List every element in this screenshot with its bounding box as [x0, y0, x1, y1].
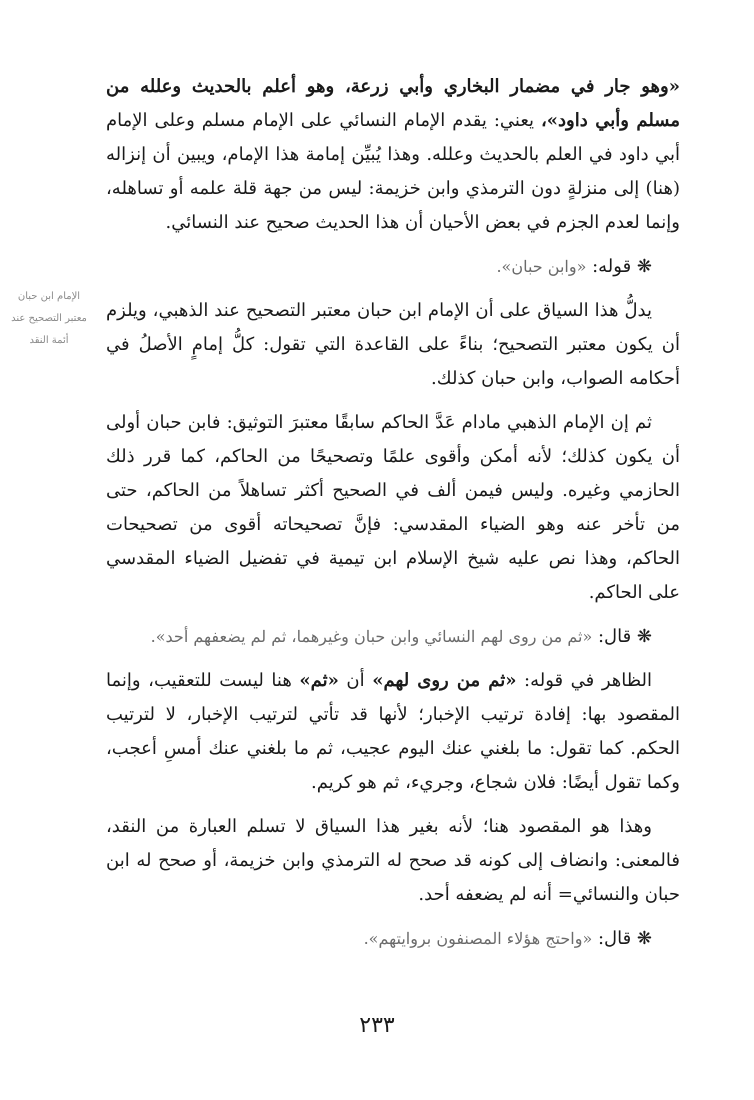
page-body	[106, 70, 680, 966]
paragraph-1	[106, 70, 680, 240]
paragraph-text: يدلُّ هذا السياق على أن الإمام ابن حبان معتبر التصحيح عند الذهبي، ويلزم أن يكون معتبر التصحيح؛ بناءً على القاعدة التي تقول: كلُّ إمامٍ الأصلُ في أحكامه الصواب، وابن حبان كذلك.	[106, 300, 680, 389]
quote-label: ❋ قوله:	[586, 256, 652, 277]
paragraph-6	[106, 664, 680, 800]
quoted-text-bold: «وهو جار في مضمار البخاري وأبي زرعة، وهو أعلم بالحديث وعلله من مسلم وأبي داود»،	[106, 76, 680, 131]
quote-label: ❋ قال:	[592, 928, 652, 949]
paragraph-text: يعني: يقدم الإمام النسائي على الإمام مسلم وعلى الإمام أبي داود في العلم بالحديث وعلله. وهذا يُبيِّن إمامة هذا الإمام، ويبين أن إنزاله (هنا) إلى منزلةٍ دون الترمذي وابن خزيمة: ليس من جهة قلة علمه أو تساهله، وإنما لعدم الجزم في بعض الأحيان أن هذا الحديث صحيح عند النسائي.	[106, 110, 680, 233]
quote-label: ❋ قال:	[592, 626, 652, 647]
quoted-text: «ثم من روى لهم النسائي وابن حبان وغيرهما، ثم لم يضعفهم أحد».	[150, 627, 593, 646]
margin-note: الإمام ابن حبان معتبر التصحيح عند أئمة النقد	[11, 291, 87, 346]
paragraph-7	[106, 810, 680, 912]
paragraph-text: الظاهر في قوله:	[516, 670, 652, 691]
quoted-text: «واحتج هؤلاء المصنفون بروايتهم».	[363, 929, 593, 948]
quoted-text-bold: «ثم»	[299, 670, 339, 691]
quoted-text-bold: «ثم من روى لهم»	[372, 670, 517, 691]
paragraph-2	[106, 250, 680, 284]
paragraph-text: أن	[338, 670, 373, 691]
page-number: ٢٣٣	[359, 1013, 395, 1038]
paragraph-8	[106, 922, 680, 956]
paragraph-text: ثم إن الإمام الذهبي مادام عَدَّ الحاكم سابقًا معتبرَ التوثيق: فابن حبان أولى أن يكون كذلك؛ لأنه أمكن وأقوى علمًا وتصحيحًا من الحاكم، كما قرر ذلك الحازمي وغيره. وليس فيمن ألف في الصحيح أكثر تساهلاً من الحاكم، حتى من تأخر عنه وهو الضياء المقدسي: فإنَّ تصحيحاته أقوى من تصحيحات الحاكم، وهذا نص عليه شيخ الإسلام ابن تيمية في تفضيل الضياء المقدسي على الحاكم.	[106, 412, 680, 603]
paragraph-3	[106, 294, 680, 396]
paragraph-5	[106, 620, 680, 654]
paragraph-text: وهذا هو المقصود هنا؛ لأنه بغير هذا السياق لا تسلم العبارة من النقد، فالمعنى: وانضاف إلى كونه قد صحح له الترمذي وابن خزيمة، أو صحح له ابن حبان والنسائي= أنه لم يضعفه أحد.	[106, 816, 680, 905]
paragraph-text: هنا ليست للتعقيب، وإنما المقصود بها: إفادة ترتيب الإخبار؛ لأنها قد تأتي لترتيب الإخبار، لا لترتيب الحكم. كما تقول: ما بلغني عنك اليوم عجيب، ثم ما بلغني عنك أمسِ أعجب، وكما تقول أيضًا: فلان شجاع، وجريء، ثم هو كريم.	[106, 670, 680, 793]
paragraph-4	[106, 406, 680, 610]
quoted-text: «وابن حبان».	[496, 257, 587, 276]
